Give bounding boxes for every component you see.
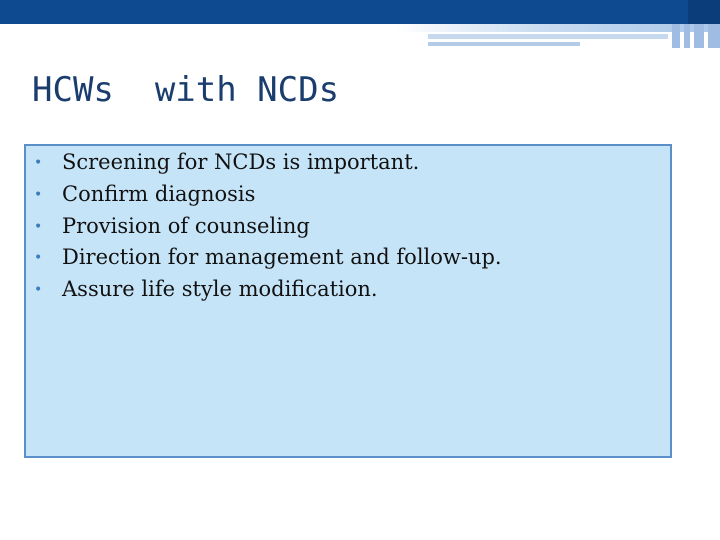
bullet-text: Direction for management and follow-up. xyxy=(62,245,502,270)
bullet-text: Assure life style modification. xyxy=(62,277,378,302)
bullet-text: Provision of counseling xyxy=(62,213,310,238)
bullet-text: Confirm diagnosis xyxy=(62,181,256,206)
bullet-icon: • xyxy=(34,282,43,299)
bullet-list xyxy=(34,150,662,309)
bullet-icon: • xyxy=(34,218,43,235)
bullet-icon: • xyxy=(34,186,43,203)
decorative-bars xyxy=(668,24,720,48)
bullet-icon: • xyxy=(34,155,43,171)
header-accent xyxy=(688,0,720,24)
content-box xyxy=(24,144,672,458)
list-item xyxy=(34,245,662,277)
header-bar xyxy=(0,0,720,24)
slide-title: HCWs with NCDs xyxy=(32,70,340,110)
decorative-stripe xyxy=(428,34,668,39)
list-item xyxy=(34,277,662,309)
bullet-icon: • xyxy=(34,250,43,267)
list-item xyxy=(34,182,662,214)
header-gradient-stripe xyxy=(0,24,720,32)
bullet-text: Screening for NCDs is important. xyxy=(62,150,420,174)
list-item xyxy=(34,150,662,182)
decorative-stripe xyxy=(428,42,580,46)
list-item xyxy=(34,214,662,246)
